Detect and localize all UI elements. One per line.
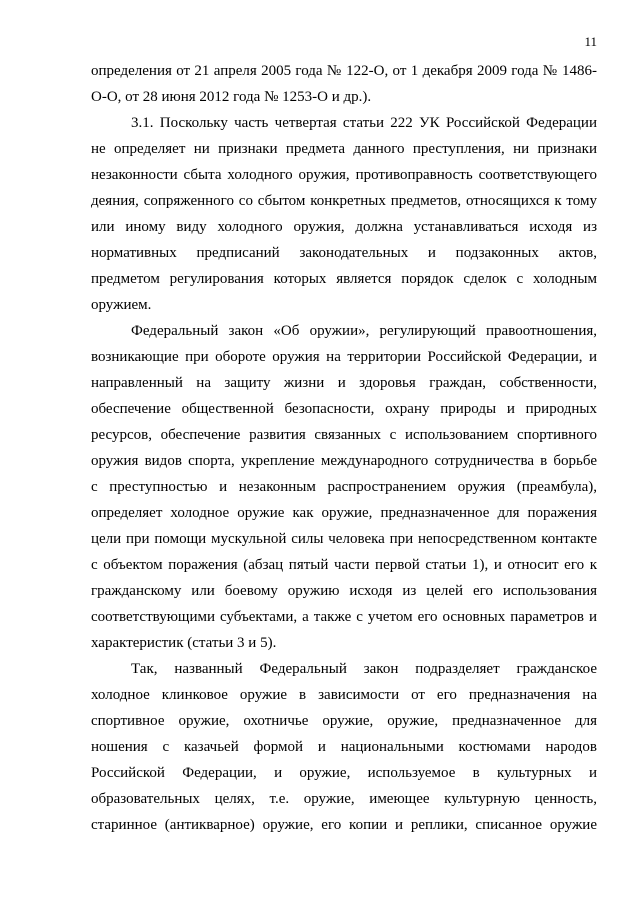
- text-line: направленный на защиту жизни и здоровья граждан, собственности,: [91, 375, 597, 391]
- text-line: ношения с казачьей формой и национальными костюмами народов: [91, 739, 597, 755]
- text-line: Российской Федерации, и оружие, используемое в культурных и: [91, 765, 597, 781]
- text-line: ресурсов, обеспечение развития связанных с использованием спортивного: [91, 427, 597, 443]
- text-line: старинное (антикварное) оружие, его копии и реплики, списанное оружие: [91, 817, 597, 833]
- text-line: или иному виду холодного оружия, должна устанавливаться исходя из: [91, 219, 597, 235]
- text-line: соответствующими субъектами, а также с учетом его основных параметров и: [91, 609, 597, 625]
- text-line: определяет холодное оружие как оружие, предназначенное для поражения: [91, 505, 597, 521]
- text-line: спортивное оружие, охотничье оружие, оружие, предназначенное для: [91, 713, 597, 729]
- text-line: обеспечение общественной безопасности, охрану природы и природных: [91, 401, 597, 417]
- text-line: не определяет ни признаки предмета данного преступления, ни признаки: [91, 141, 597, 157]
- text-line: О-О, от 28 июня 2012 года № 1253-О и др.).: [91, 89, 372, 105]
- text-line: гражданскому или боевому оружию исходя из целей его использования: [91, 583, 597, 599]
- text-line: 3.1. Поскольку часть четвертая статьи 222 УК Российской Федерации: [131, 115, 597, 131]
- text-line: характеристик (статьи 3 и 5).: [91, 635, 277, 651]
- text-line: образовательных целях, т.е. оружие, имеющее культурную ценность,: [91, 791, 597, 807]
- text-line: с объектом поражения (абзац пятый части первой статьи 1), и относит его к: [91, 557, 597, 573]
- text-line: цели при помощи мускульной силы человека при непосредственном контакте: [91, 531, 597, 547]
- text-line: Федеральный закон «Об оружии», регулирующий правоотношения,: [131, 323, 597, 339]
- text-line: предметом регулирования которых является порядок сделок с холодным: [91, 271, 597, 287]
- text-line: с преступностью и незаконным распространением оружия (преамбула),: [91, 479, 597, 495]
- text-line: нормативных предписаний законодательных и подзаконных актов,: [91, 245, 597, 261]
- text-line: оружия видов спорта, укрепление международного сотрудничества в борьбе: [91, 453, 597, 469]
- text-line: деяния, сопряженного со сбытом конкретных предметов, относящихся к тому: [91, 193, 597, 209]
- page-number: 11: [584, 34, 597, 49]
- text-line: определения от 21 апреля 2005 года № 122-О, от 1 декабря 2009 года № 1486-: [91, 63, 597, 79]
- text-line: Так, названный Федеральный закон подразделяет гражданское: [131, 661, 597, 677]
- text-line: холодное клинковое оружие в зависимости от его предназначения на: [91, 687, 597, 703]
- text-line: возникающие при обороте оружия на территории Российской Федерации, и: [91, 349, 597, 365]
- text-line: оружием.: [91, 297, 152, 313]
- text-line: незаконности сбыта холодного оружия, противоправность соответствующего: [91, 167, 597, 183]
